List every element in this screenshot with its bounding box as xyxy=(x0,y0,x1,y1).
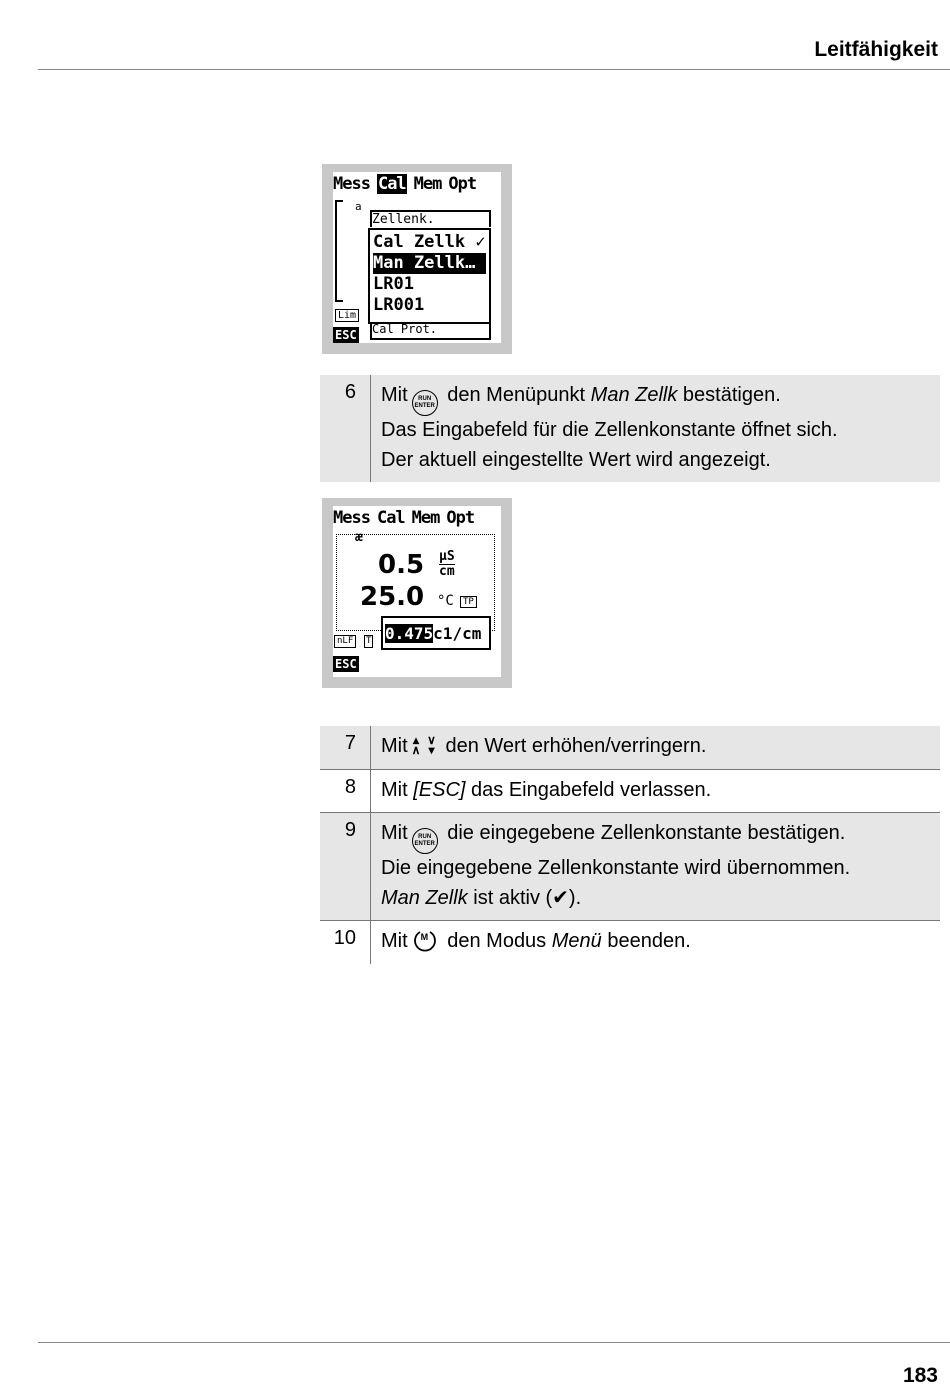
run-enter-icon: RUN ENTER xyxy=(412,828,438,854)
m-button-icon: M xyxy=(412,927,438,953)
lcd-letter-a: a xyxy=(355,200,362,213)
step-number: 6 xyxy=(320,375,371,482)
page-number: 183 xyxy=(902,1364,938,1387)
step-text-pre: Mit xyxy=(381,384,408,406)
temperature-value: 25.0 xyxy=(360,582,425,612)
step-text xyxy=(371,375,940,482)
step-text-part: den Modus xyxy=(441,930,552,952)
step-row xyxy=(320,375,940,482)
cell-constant-unit: c1/cm xyxy=(433,624,482,643)
step-text-part: bestätigen. xyxy=(677,384,781,406)
step-number: 9 xyxy=(320,813,371,920)
up-down-arrows-icon: ▴ ∧ ∨ ▾ xyxy=(411,733,436,757)
step-number: 8 xyxy=(320,770,371,813)
step-text xyxy=(371,770,940,813)
menu-item-name: Man Zellk xyxy=(381,886,468,909)
menu-mess: Mess xyxy=(333,174,370,194)
menu-mem: Mem xyxy=(413,174,442,194)
instruction-table-2 xyxy=(320,726,940,964)
display-screenshot-calibration-menu xyxy=(322,164,512,354)
nlf-badge: nLF xyxy=(334,635,356,648)
lcd-left-bracket xyxy=(335,200,343,302)
conductivity-value: 0.5 xyxy=(378,550,425,580)
footer-rule xyxy=(38,1342,950,1343)
menu-opt: Opt xyxy=(446,508,475,528)
step-text xyxy=(371,813,940,920)
step-text-pre: Mit xyxy=(381,822,408,844)
step-number: 10 xyxy=(320,921,371,964)
esc-key-label: [ESC] xyxy=(413,778,466,801)
step-text-line: Das Eingabefeld für die Zellenkonstante öffnet sich. xyxy=(381,419,838,441)
step-row xyxy=(320,770,940,814)
step-text-part: beenden. xyxy=(601,930,691,952)
header-rule xyxy=(38,69,950,70)
menu-cal: Cal xyxy=(377,174,406,194)
step-row xyxy=(320,813,940,921)
submenu-behind-bottom: Cal Prot. xyxy=(370,324,491,340)
popup-item-lr001[interactable]: LR001 xyxy=(373,295,425,315)
instruction-table-1 xyxy=(320,375,940,482)
mode-name: Menü xyxy=(551,930,602,952)
esc-badge: ESC xyxy=(335,328,357,342)
temperature-unit: °C xyxy=(437,593,454,609)
menu-opt: Opt xyxy=(448,174,477,194)
step-text-part: den Menüpunkt xyxy=(441,384,591,406)
display-screenshot-cell-constant-entry xyxy=(322,498,512,688)
step-text-part: die eingegebene Zellenkonstante bestätigen. xyxy=(441,822,846,844)
menu-mem: Mem xyxy=(411,508,440,528)
step-text-part: das Eingabefeld verlassen. xyxy=(465,778,712,801)
tp-badge: TP xyxy=(460,596,477,608)
step-text-pre: Mit xyxy=(381,930,408,952)
popup-item-man-zellk[interactable]: Man Zellk… xyxy=(373,253,486,274)
step-text-part: den Wert erhöhen/verringern. xyxy=(439,735,707,757)
popup-item-lr01[interactable]: LR01 xyxy=(373,274,414,294)
menu-item-name: Man Zellk xyxy=(590,384,678,406)
conductivity-unit: µS cm xyxy=(439,549,455,579)
step-text-line: ist aktiv (✔). xyxy=(467,886,582,909)
step-number: 7 xyxy=(320,726,371,769)
t-badge: T xyxy=(366,636,372,646)
esc-badge: ESC xyxy=(335,657,357,671)
menu-mess: Mess xyxy=(333,508,370,528)
cell-constant-input[interactable] xyxy=(381,616,491,650)
step-row xyxy=(320,921,940,964)
page-header-title: Leitfähigkeit xyxy=(814,38,938,61)
menu-cal: Cal xyxy=(376,508,405,528)
lcd-menubar xyxy=(333,508,481,528)
run-enter-icon: RUN ENTER xyxy=(412,390,438,416)
step-text-pre: Mit xyxy=(381,778,414,801)
step-text xyxy=(371,921,940,964)
lim-badge: Lim xyxy=(335,309,359,322)
ae-symbol: æ xyxy=(355,530,363,545)
step-text-line: Die eingegebene Zellenkonstante wird übernommen. xyxy=(381,857,851,879)
step-text xyxy=(371,726,940,769)
step-text-pre: Mit xyxy=(381,735,408,757)
step-text-line: Der aktuell eingestellte Wert wird angezeigt. xyxy=(381,448,771,471)
popup-item-cal-zellk[interactable]: Cal Zellk ✓ xyxy=(373,232,486,252)
submenu-behind-top: Zellenk. xyxy=(370,210,491,227)
lcd-menubar xyxy=(333,174,483,194)
step-row xyxy=(320,726,940,770)
cal-popup-menu xyxy=(368,228,491,324)
cell-constant-value: 0.475 xyxy=(385,624,434,643)
